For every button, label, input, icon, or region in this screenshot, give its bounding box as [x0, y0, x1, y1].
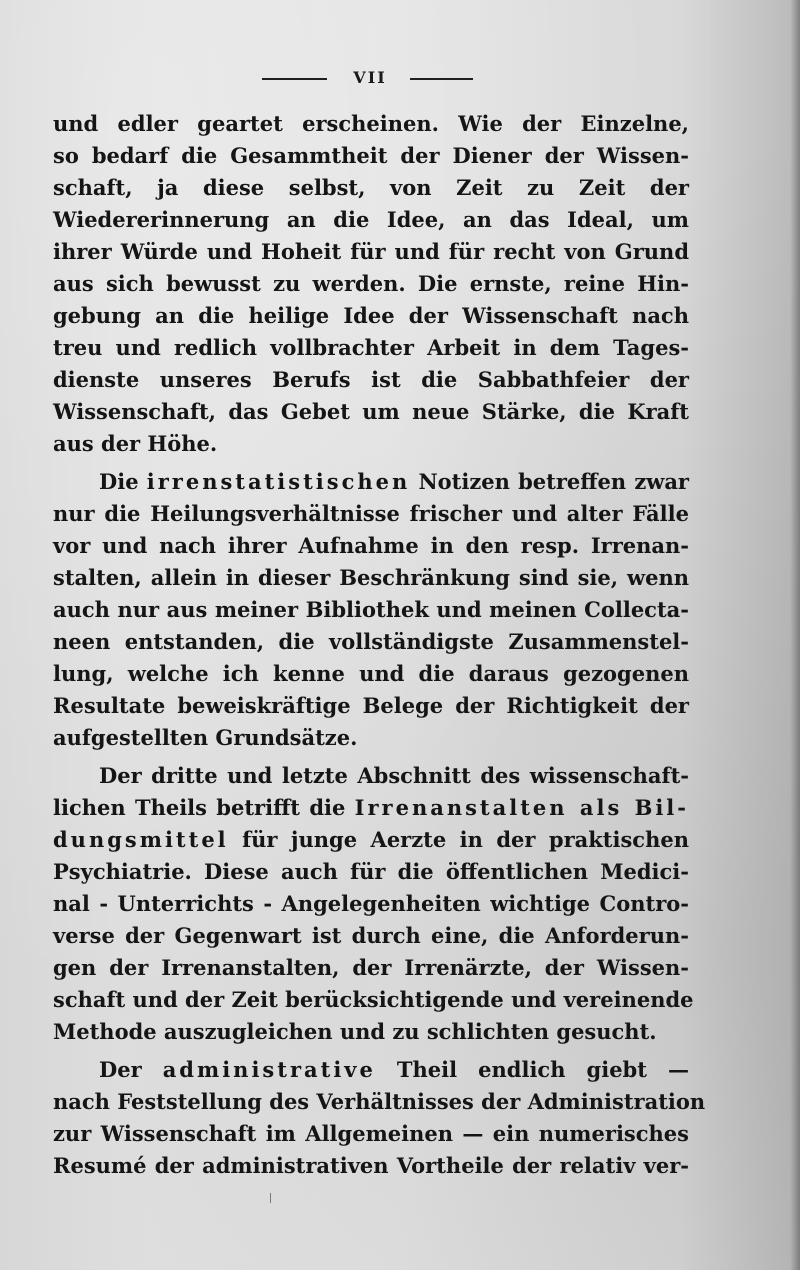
paragraph-3-line-7: gen der Irrenanstalten, der Irrenärzte, der Wissen-	[53, 955, 689, 980]
paragraph-1-line-11: aus der Höhe.	[53, 431, 218, 456]
header-rule-right	[410, 78, 473, 80]
paragraph-2-line-6: neen entstanden, die vollständigste Zusammenstel-	[53, 629, 689, 654]
paragraph-1-line-3: schaft, ja diese selbst, von Zeit zu Zeit der	[53, 175, 689, 200]
body-text	[53, 108, 706, 1182]
paragraph-1-line-8: treu und redlich vollbrachter Arbeit in dem Tages-	[53, 335, 689, 360]
line-text: Theil endlich giebt —	[375, 1057, 689, 1082]
paragraph-1-line-4: Wiedererinnerung an die Idee, an das Ideal, um	[53, 207, 689, 232]
line-text: Notizen betreffen zwar	[410, 469, 689, 494]
paragraph-3-line-6: verse der Gegenwart ist durch eine, die Anforderun-	[53, 923, 689, 948]
paragraph-1-line-2: so bedarf die Gesammtheit der Diener der Wissen-	[53, 143, 689, 168]
paragraph-2-line-2: nur die Heilungsverhältnisse frischer und alter Fälle	[53, 501, 689, 526]
paragraph-1-line-5: ihrer Würde und Hoheit für und für recht von Grund	[53, 239, 689, 264]
header-rule-left	[262, 78, 327, 80]
spaced-term: administrative	[162, 1057, 376, 1082]
paragraph-3-line-9: Methode auszugleichen und zu schlichten gesucht.	[53, 1019, 657, 1044]
spaced-term: irrenstatistischen	[146, 469, 411, 494]
spaced-term: dungsmittel	[53, 827, 229, 852]
paragraph-4-line-4: Resumé der administrativen Vortheile der relativ ver-	[53, 1153, 689, 1178]
paragraph-2-line-7: lung, welche ich kenne und die daraus gezogenen	[53, 661, 689, 686]
paragraph-2-line-4: stalten, allein in dieser Beschränkung sind sie, wenn	[53, 565, 689, 590]
spaced-term: Irrenanstalten als Bil-	[354, 795, 689, 820]
paragraph-1-line-7: gebung an die heilige Idee der Wissenschaft nach	[53, 303, 689, 328]
paragraph-4-line-3: zur Wissenschaft im Allgemeinen — ein numerisches	[53, 1121, 689, 1146]
paragraph-3-line-3	[53, 824, 689, 856]
paragraph-4-line-2: nach Feststellung des Verhältnisses der Administration	[53, 1089, 706, 1114]
paragraph-1-line-10: Wissenschaft, das Gebet um neue Stärke, die Kraft	[53, 399, 689, 424]
line-text: Der	[99, 1057, 163, 1082]
page-header	[0, 68, 800, 90]
paragraph-2-line-9: aufgestellten Grundsätze.	[53, 725, 358, 750]
paragraph-2-line-3: vor und nach ihrer Aufnahme in den resp. Irrenan-	[53, 533, 689, 558]
paragraph-2-line-5: auch nur aus meiner Bibliothek und meinen Collecta-	[53, 597, 689, 622]
line-text: lichen Theils betrifft die	[53, 795, 355, 820]
paragraph-2-line-1	[53, 466, 689, 498]
print-mark	[270, 1193, 271, 1203]
paragraph-4-line-1	[53, 1054, 689, 1086]
paragraph-1-line-9: dienste unseres Berufs ist die Sabbathfeier der	[53, 367, 689, 392]
page-number: VII	[353, 68, 387, 87]
paragraph-3-line-5: nal - Unterrichts - Angelegenheiten wichtige Contro-	[53, 891, 689, 916]
line-text: Die	[99, 469, 147, 494]
paragraph-3-line-1: Der dritte und letzte Abschnitt des wissenschaft-	[99, 763, 689, 788]
paragraph-3-line-4: Psychiatrie. Diese auch für die öffentlichen Medici-	[53, 859, 689, 884]
paragraph-2-line-8: Resultate beweiskräftige Belege der Richtigkeit der	[53, 693, 689, 718]
paragraph-1-line-6: aus sich bewusst zu werden. Die ernste, reine Hin-	[53, 271, 689, 296]
paragraph-1-line-1: und edler geartet erscheinen. Wie der Einzelne,	[53, 111, 689, 136]
paragraph-3-line-2	[53, 792, 689, 824]
paragraph-3-line-8: schaft und der Zeit berücksichtigende und vereinende	[53, 987, 694, 1012]
line-text: für junge Aerzte in der praktischen	[228, 827, 689, 852]
